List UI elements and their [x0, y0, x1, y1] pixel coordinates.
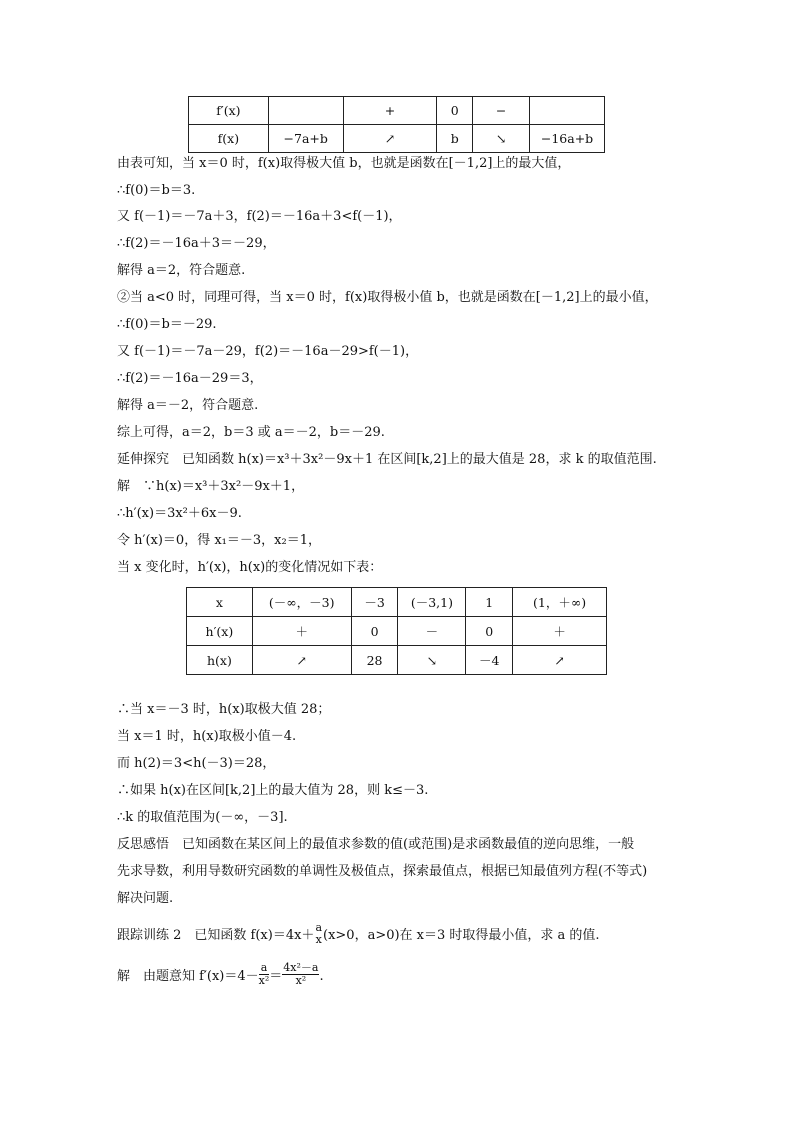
- table-row: [189, 125, 605, 153]
- table-cell: h(x): [187, 646, 253, 675]
- text-line: 当 x 变化时，h′(x)，h(x)的变化情况如下表：: [117, 560, 383, 575]
- table-cell: ↘: [473, 125, 530, 153]
- text-line: ∴k 的取值范围为(－∞，－3].: [117, 810, 288, 825]
- table-header-cell: (－∞，－3): [252, 588, 351, 617]
- text-line: ∴f(0)＝b＝－29.: [117, 317, 217, 332]
- fraction: [259, 962, 270, 987]
- table-cell: f′(x): [189, 97, 269, 125]
- table-cell: －4: [466, 646, 513, 675]
- table-cell: −: [473, 97, 530, 125]
- table-header-cell: (1，＋∞): [513, 588, 607, 617]
- fraction-denominator: x²: [295, 974, 307, 987]
- fraction-numerator: 4x²－a: [283, 961, 319, 974]
- equals-sign: ＝: [269, 969, 283, 984]
- table-cell: 0: [466, 617, 513, 646]
- text-line: 令 h′(x)＝0，得 x₁＝－3，x₂＝1，: [117, 533, 321, 548]
- table-cell: ↗: [252, 646, 351, 675]
- table-cell: ＋: [513, 617, 607, 646]
- text-line: ②当 a<0 时，同理可得，当 x＝0 时，f(x)取得极小值 b，也就是函数在[－1,2]上的最小值，: [117, 290, 658, 305]
- table-cell: f(x): [189, 125, 269, 153]
- table-header-cell: x: [187, 588, 253, 617]
- table-row: [189, 97, 605, 125]
- fraction-numerator: a: [259, 962, 270, 975]
- table-cell: 28: [351, 646, 398, 675]
- table-header-cell: －3: [351, 588, 398, 617]
- text-line: 综上可得，a＝2，b＝3 或 a＝－2，b＝－29.: [117, 425, 385, 440]
- table-cell: －: [398, 617, 466, 646]
- paragraph-line: 先求导数，利用导数研究函数的单调性及极值点，探索最值点，根据已知最值列方程(不等式): [117, 864, 648, 879]
- table-cell: 0: [351, 617, 398, 646]
- text-line: 而 h(2)＝3<h(－3)＝28，: [117, 756, 276, 771]
- derivative-table-f: [188, 96, 605, 153]
- exercise-text: 跟踪训练 2 已知函数 f(x)＝4x＋: [117, 928, 315, 943]
- text-line: ∴f(2)＝－16a－29＝3，: [117, 371, 263, 386]
- table-cell: −16a+b: [530, 125, 605, 153]
- fraction-denominator: x²: [258, 974, 270, 987]
- table-header-cell: (－3,1): [398, 588, 466, 617]
- table-cell: ＋: [252, 617, 351, 646]
- table-cell: ↗: [343, 125, 437, 153]
- text-line: 又 f(－1)＝－7a＋3，f(2)＝－16a＋3<f(－1)，: [117, 209, 402, 224]
- text-line: ∴f(2)＝－16a＋3＝－29，: [117, 236, 276, 251]
- exercise-text: (x>0，a>0)在 x＝3 时取得最小值，求 a 的值.: [323, 928, 600, 943]
- fraction-denominator: x: [315, 932, 322, 946]
- table-row: [187, 617, 607, 646]
- table-cell: ↗: [513, 646, 607, 675]
- text-line: ∴f(0)＝b＝3.: [117, 183, 196, 198]
- text-line: ∴h′(x)＝3x²＋6x－9.: [117, 506, 242, 521]
- table-cell: +: [343, 97, 437, 125]
- table-cell: 0: [437, 97, 473, 125]
- text-line: 又 f(－1)＝－7a－29，f(2)＝－16a－29>f(－1)，: [117, 344, 419, 359]
- fraction: [282, 962, 319, 987]
- period: .: [319, 969, 324, 984]
- table-row: [187, 646, 607, 675]
- derivative-table-h: [186, 587, 607, 675]
- table-cell: [530, 97, 605, 125]
- table-cell: −7a+b: [268, 125, 343, 153]
- table-cell: h′(x): [187, 617, 253, 646]
- table-row: [187, 588, 607, 617]
- text-line: 解得 a＝－2，符合题意.: [117, 398, 259, 413]
- solution-line: [117, 963, 324, 991]
- text-line: 解 ∵h(x)＝x³＋3x²－9x＋1，: [117, 479, 305, 494]
- table-header-cell: 1: [466, 588, 513, 617]
- paragraph-line: 反思感悟 已知函数在某区间上的最值求参数的值(或范围)是求函数最值的逆向思维，一般: [117, 837, 635, 852]
- text-line: 延伸探究 已知函数 h(x)＝x³＋3x²－9x＋1 在区间[k,2]上的最大值是 28，求 k 的取值范围.: [117, 452, 657, 467]
- text-line: ∴当 x＝－3 时，h(x)取极大值 28；: [117, 702, 331, 717]
- fraction-numerator: a: [315, 920, 322, 934]
- fraction: [314, 922, 323, 946]
- text-line: 当 x＝1 时，h(x)取极小值－4.: [117, 729, 297, 744]
- exercise-line: [117, 920, 600, 949]
- text-line: 解得 a＝2，符合题意.: [117, 263, 246, 278]
- text-line: 由表可知，当 x＝0 时，f(x)取得极大值 b，也就是函数在[－1,2]上的最大值，: [117, 156, 571, 171]
- table-cell: ↘: [398, 646, 466, 675]
- table-cell: b: [437, 125, 473, 153]
- table-cell: [268, 97, 343, 125]
- text-line: ∴如果 h(x)在区间[k,2]上的最大值为 28，则 k≤－3.: [117, 783, 429, 798]
- paragraph-line: 解决问题.: [117, 891, 174, 906]
- solution-text: 解 由题意知 f′(x)＝4－: [117, 969, 259, 984]
